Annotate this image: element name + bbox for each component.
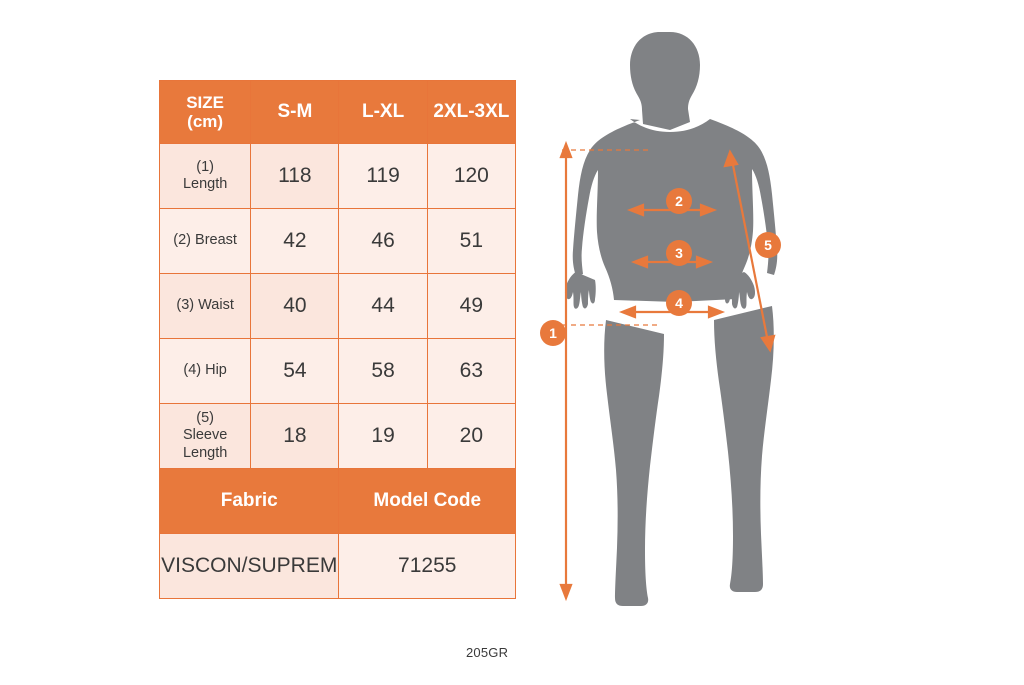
cell-hip-2xl3xl: 63 bbox=[427, 339, 515, 404]
badge-3-waist: 3 bbox=[666, 240, 692, 266]
table-row bbox=[160, 209, 516, 274]
badge-5-sleeve-length: 5 bbox=[755, 232, 781, 258]
cell-waist-2xl3xl: 49 bbox=[427, 274, 515, 339]
header-fabric: Fabric bbox=[160, 469, 339, 534]
header-2xl-3xl: 2XL-3XL bbox=[427, 81, 515, 144]
table-row bbox=[160, 274, 516, 339]
header-size-line1: SIZE bbox=[186, 92, 225, 112]
row-label-line1: (1) bbox=[196, 158, 214, 175]
cell-fabric-value: VISCON/SUPREM bbox=[160, 534, 339, 599]
row-label-line1: (2) Breast bbox=[173, 232, 237, 249]
badge-4-hip: 4 bbox=[666, 290, 692, 316]
table-body bbox=[160, 144, 516, 599]
cell-breast-2xl3xl: 51 bbox=[427, 209, 515, 274]
cell-sleeve-lxl: 19 bbox=[339, 404, 427, 469]
table-header-row bbox=[160, 81, 516, 144]
table-header bbox=[160, 81, 516, 144]
arrowhead-hip-right bbox=[709, 307, 722, 317]
row-label-length bbox=[160, 144, 251, 209]
row-label-hip bbox=[160, 339, 251, 404]
cell-model-code-value: 71255 bbox=[339, 534, 516, 599]
table-row bbox=[160, 339, 516, 404]
cell-breast-sm: 42 bbox=[251, 209, 339, 274]
cell-waist-sm: 40 bbox=[251, 274, 339, 339]
cell-hip-lxl: 58 bbox=[339, 339, 427, 404]
header-s-m: S-M bbox=[251, 81, 339, 144]
cell-length-2xl3xl: 120 bbox=[427, 144, 515, 209]
badge-1-length: 1 bbox=[540, 320, 566, 346]
badge-2-breast: 2 bbox=[666, 188, 692, 214]
row-label-line1: (3) Waist bbox=[176, 297, 234, 314]
row-label-sleeve-length bbox=[160, 404, 251, 469]
row-label-line2: Sleeve Length bbox=[182, 427, 228, 461]
arrowhead-length-bottom bbox=[561, 585, 571, 598]
measurement-figure bbox=[540, 20, 880, 660]
cell-sleeve-sm: 18 bbox=[251, 404, 339, 469]
table-row bbox=[160, 404, 516, 469]
arrowhead-hip-left bbox=[622, 307, 635, 317]
header-size-cm bbox=[160, 81, 251, 144]
row-label-line1: (4) Hip bbox=[183, 362, 227, 379]
cell-hip-sm: 54 bbox=[251, 339, 339, 404]
fabric-header-row bbox=[160, 469, 516, 534]
cell-waist-lxl: 44 bbox=[339, 274, 427, 339]
cell-breast-lxl: 46 bbox=[339, 209, 427, 274]
body-silhouette-diagram bbox=[540, 20, 880, 660]
row-label-breast bbox=[160, 209, 251, 274]
fabric-weight-caption: 205GR bbox=[466, 645, 509, 660]
fabric-values-row bbox=[160, 534, 516, 599]
header-model-code: Model Code bbox=[339, 469, 516, 534]
female-silhouette-icon bbox=[565, 32, 777, 606]
cell-length-sm: 118 bbox=[251, 144, 339, 209]
header-l-xl: L-XL bbox=[339, 81, 427, 144]
cell-sleeve-2xl3xl: 20 bbox=[427, 404, 515, 469]
table-row bbox=[160, 144, 516, 209]
header-size-line2: (cm) bbox=[187, 112, 224, 131]
row-label-line1: (5) bbox=[196, 409, 214, 426]
row-label-waist bbox=[160, 274, 251, 339]
row-label-line2: Length bbox=[182, 176, 228, 192]
size-chart-table bbox=[159, 80, 516, 599]
cell-length-lxl: 119 bbox=[339, 144, 427, 209]
arrowhead-length-top bbox=[561, 144, 571, 157]
